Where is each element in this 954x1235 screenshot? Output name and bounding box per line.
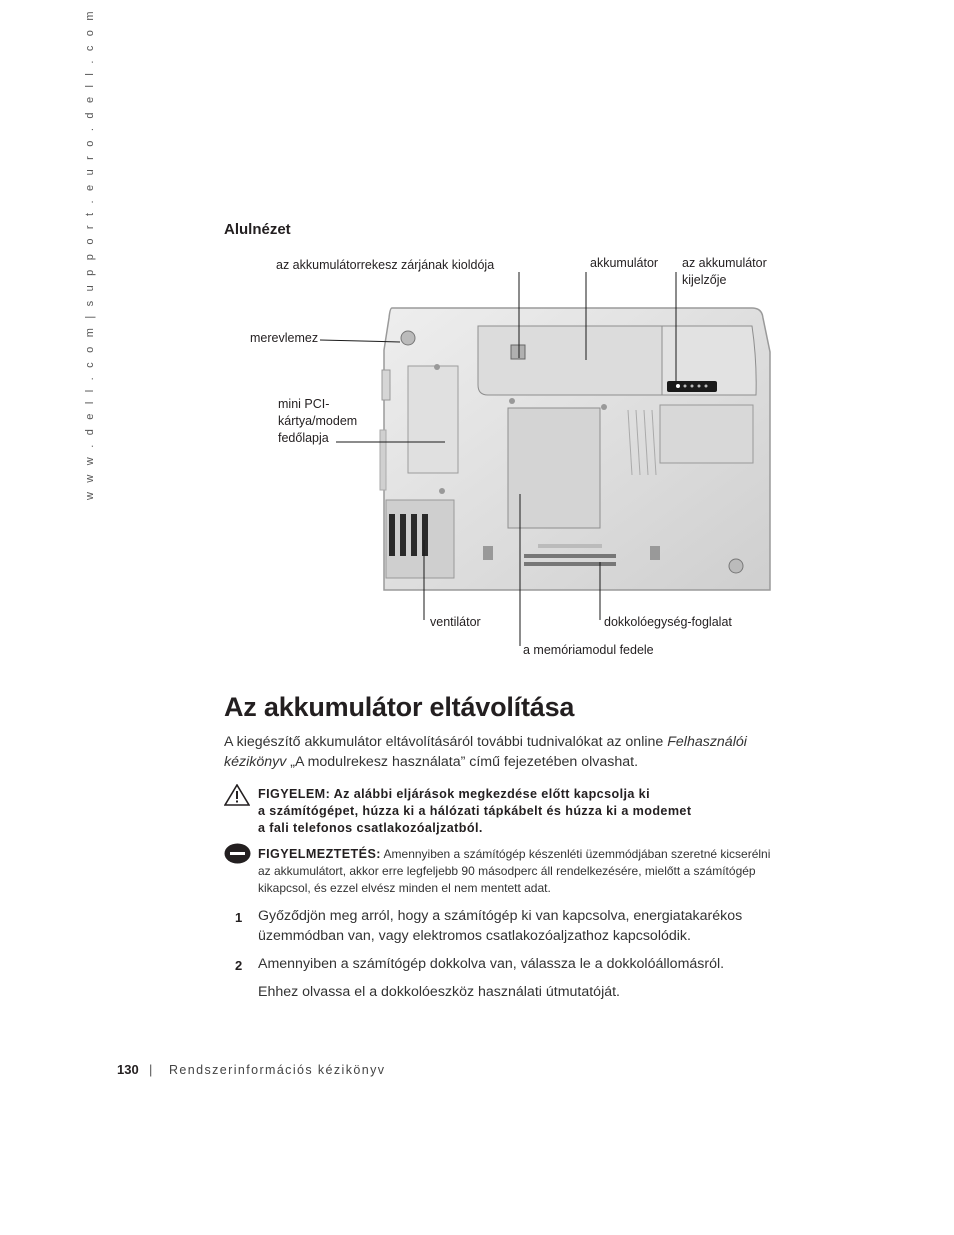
page-number: 130 [117, 1062, 139, 1077]
callout-battery-gauge-line2: kijelzője [682, 273, 727, 287]
screw-2 [439, 488, 445, 494]
docking-connector-top [524, 554, 616, 558]
intro-text: A kiegészítő akkumulátor eltávolításáról további tudnivalókat az online [224, 734, 668, 750]
notice-line3: kikapcsol, és ezzel elvész minden el nem mentett adat. [258, 881, 551, 895]
callout-battery-gauge-line1: az akkumulátor [682, 256, 767, 270]
callout-memory-cover: a memóriamodul fedele [523, 643, 654, 657]
screw-3 [601, 404, 607, 410]
step-2-number: 2 [235, 958, 243, 973]
screw-1 [434, 364, 440, 370]
intro-text-after: „A modulrekesz használata” című fejezetében olvashat. [286, 754, 639, 770]
gauge-dot-1 [676, 384, 680, 388]
gauge-dot-5 [705, 385, 708, 388]
footer-separator: | [149, 1062, 153, 1077]
notice-line1: Amennyiben a számítógép készenléti üzemmódjában szeretné kicserélni [380, 847, 771, 861]
intro-paragraph [224, 732, 784, 772]
caution-label: FIGYELEM: [258, 787, 331, 801]
fan-area [386, 500, 454, 578]
side-edge [380, 430, 386, 490]
right-panel [660, 405, 753, 463]
caution-line3: a fali telefonos csatlakozóaljzatból. [258, 821, 483, 835]
caution-line2: a számítógépet, húzza ki a hálózati tápkábelt és húzza ki a modemet [258, 804, 692, 818]
mini-pci-cover [408, 366, 458, 473]
warning-triangle-icon [224, 784, 250, 806]
caution-line1: Az alábbi eljárások megkezdése előtt kapcsolja ki [330, 787, 650, 801]
step-1-line1: Győződjön meg arról, hogy a számítógép ki van kapcsolva, energiatakarékos [258, 908, 743, 924]
notice-label: FIGYELMEZTETÉS: [258, 847, 381, 861]
docking-slot [538, 544, 602, 548]
step-1-line2: üzemmódban van, vagy elektromos csatlakozóaljzathoz kapcsolódik. [258, 928, 691, 944]
battery-pack [478, 326, 662, 395]
callout-battery-gauge [682, 255, 767, 289]
gauge-dot-2 [684, 385, 687, 388]
step-1-number: 1 [235, 910, 243, 925]
foot-bottom-right [729, 559, 743, 573]
intro-italic-title-2: kézikönyv [224, 754, 287, 770]
left-clip [483, 546, 493, 560]
callout-mini-pci [278, 396, 357, 447]
callout-mini-pci-line1: mini PCI- [278, 397, 330, 411]
right-clip [650, 546, 660, 560]
side-website-url: w w w . d e l l . c o m | s u p p o r t . e u r o . d e l l . c o m [84, 8, 96, 500]
footer-book-title: Rendszerinformációs kézikönyv [169, 1063, 386, 1077]
docking-connector-bottom [524, 562, 616, 566]
gauge-dot-4 [698, 385, 701, 388]
callout-fan: ventilátor [430, 615, 481, 629]
foot-top-left [401, 331, 415, 345]
caution-text [258, 786, 691, 837]
step-2-note: Ehhez olvassa el a dokkolóeszköz használati útmutatóját. [258, 984, 620, 1000]
callout-mini-pci-line2: kártya/modem [278, 414, 358, 428]
section-heading: Alulnézet [224, 221, 291, 238]
step-2-text: Amennyiben a számítógép dokkolva van, válassza le a dokkolóállomásról. [258, 956, 725, 972]
main-heading: Az akkumulátor eltávolítása [224, 692, 575, 722]
callout-mini-pci-line3: fedőlapja [278, 431, 329, 445]
callout-battery-latch: az akkumulátorrekesz zárjának kioldója [276, 258, 495, 272]
step-1-text [258, 906, 742, 946]
screw-4 [509, 398, 515, 404]
callout-docking-connector: dokkolóegység-foglalat [604, 615, 732, 629]
memory-module-cover [508, 408, 600, 528]
callout-battery: akkumulátor [590, 256, 659, 270]
notice-line2: az akkumulátort, akkor erre legfeljebb 90 másodperc áll rendelkezésére, mielőtt a számítógép [258, 864, 756, 878]
callout-hard-drive: merevlemez [250, 331, 319, 345]
battery-latch [511, 345, 525, 359]
notice-hand-icon [224, 843, 251, 864]
intro-italic-title-1: Felhasználói [667, 734, 747, 750]
gauge-dot-3 [691, 385, 694, 388]
side-latch [382, 370, 390, 400]
notice-text [258, 846, 770, 897]
